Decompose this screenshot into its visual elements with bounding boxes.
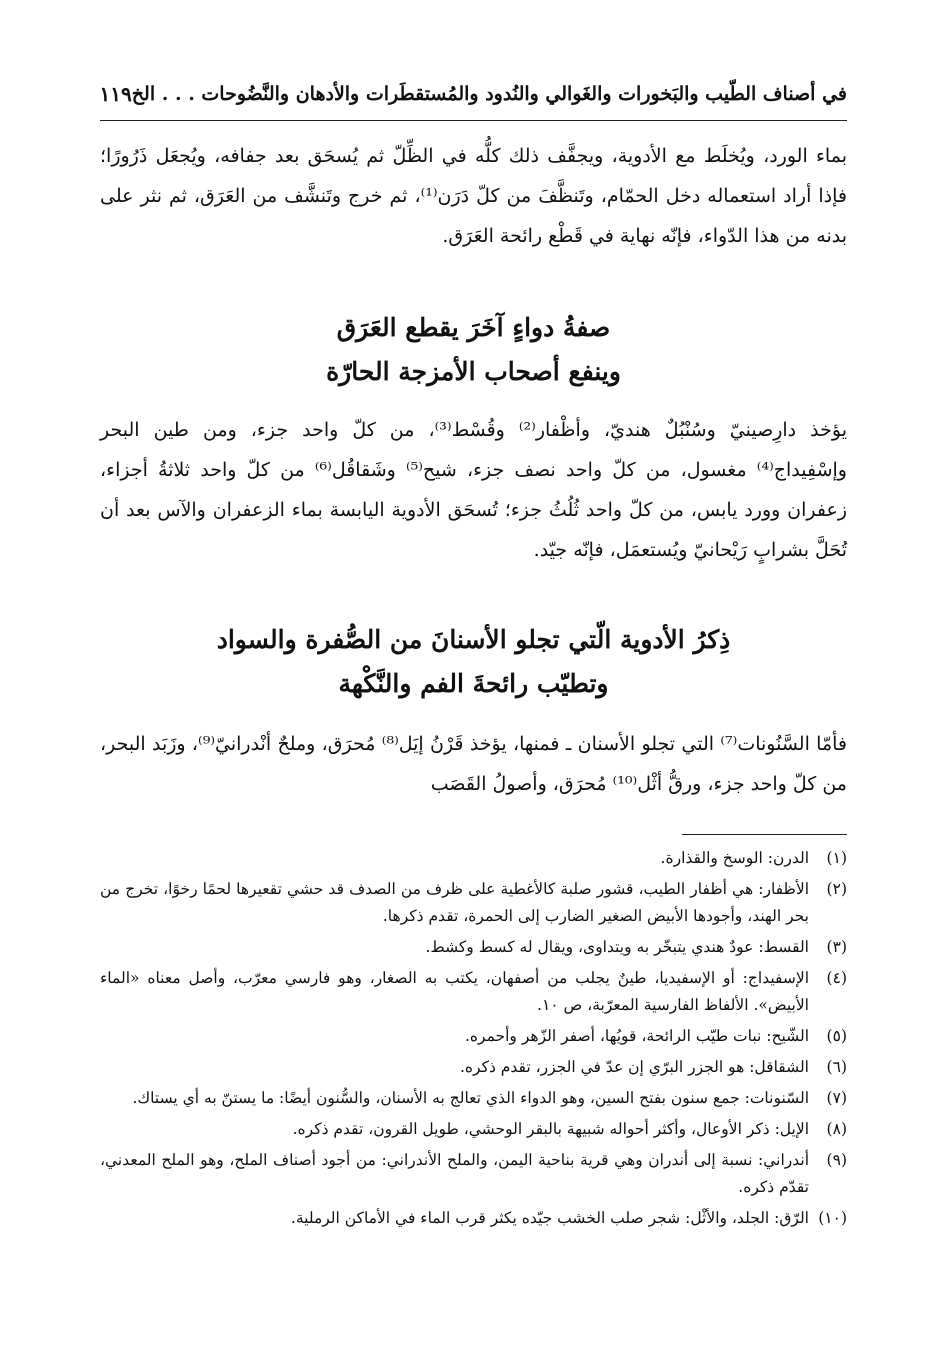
footnote bbox=[100, 1116, 847, 1143]
running-title: في أصناف الطّيب والبَخورات والغَوالي والنُدود والمُستقطَرات والأدهان والنَّضُوحات . . . الخ bbox=[131, 83, 847, 105]
footnote-text: السّنونات: جمع سنون بفتح السين، وهو الدواء الذي تعالج به الأسنان، والسُّنون أيضًا: ما يستنّ به أي يستاك. bbox=[132, 1089, 809, 1107]
footnote-text: القسط: عودٌ هندي يتبخّر به ويتداوى، ويقال له كسط وكشط. bbox=[425, 938, 809, 956]
paragraph-recipe: يؤخذ دارِصينيّ وسُنْبُلٌ هنديّ، وأظْفار⁽²⁾ وقُسْط⁽³⁾، من كلّ واحد جزء، ومن طين البحر وإسْفِيداج⁽⁴⁾ مغسول، من كلّ واحد نصف جزء، شيح⁽⁵⁾ وشَقاقُل⁽⁶⁾ من كلّ واحد ثلاثةُ أجزاء، زعفران وورد يابس، من كلّ واحد ثُلُثُ جزء؛ تُسحَق الأدوية اليابسة بماء الزعفران والآس بعد أن تُحَلَّ بشرابٍ رَيْحانيّ ويُستعمَل، فإنّه جيّد. bbox=[100, 419, 847, 561]
book-page bbox=[100, 0, 847, 1363]
footnote bbox=[100, 876, 847, 930]
footnote-number: (١) bbox=[826, 849, 847, 867]
footnote-text: الإسفيداج: أو الإسفيديا، طينٌ يجلب من أصفهان، يكتب به الصغار، وهو فارسي معرّب، وأصل معناه «الماء الأبيض». الألفاظ الفارسية المعرّبة، ص ١٠. bbox=[100, 969, 809, 1014]
footnote-text: الدرن: الوسخ والقذارة. bbox=[660, 849, 809, 867]
section-heading-1-line1: صفةُ دواءٍ آخَرَ يقطع العَرَق bbox=[336, 313, 611, 342]
section-heading-1-line2: وينفع أصحاب الأمزجة الحارّة bbox=[326, 357, 621, 386]
footnote bbox=[100, 1205, 847, 1232]
footnote-number: (٩) bbox=[826, 1151, 847, 1169]
footnote bbox=[100, 934, 847, 961]
footnote bbox=[100, 965, 847, 1019]
running-header bbox=[100, 76, 847, 112]
footnote-number: (٧) bbox=[826, 1089, 847, 1107]
footnote-text: الشّيح: نبات طيّب الرائحة، قويُها، أصفر الزّهر وأحمره. bbox=[464, 1027, 809, 1045]
footnote-number: (٨) bbox=[826, 1120, 847, 1138]
footnote-number: (٥) bbox=[826, 1027, 847, 1045]
footnote-number: (٤) bbox=[826, 969, 847, 987]
footnote bbox=[100, 1054, 847, 1081]
footnote bbox=[100, 1023, 847, 1050]
footnote-number: (٣) bbox=[826, 938, 847, 956]
footnote-number: (١٠) bbox=[818, 1209, 847, 1227]
footnote-number: (٢) bbox=[826, 880, 847, 898]
footnote-text: الأظفار: هي أظفار الطيب، قشور صلبة كالأغطية على ظرف من الصدف قد حشي تقعيرها لحمًا رخوًا، تخرج من بحر الهند، وأجودها الأبيض الصغير الضارب إلى الحمرة، تقدم ذكرها. bbox=[100, 880, 809, 925]
footnote-rule bbox=[682, 834, 847, 835]
section-heading-1 bbox=[100, 306, 847, 394]
footnote bbox=[100, 845, 847, 872]
paragraph-continuation: بماء الورد، ويُخلَط مع الأدوية، ويجفَّف ذلك كلُّه في الظِّلّ ثم يُسحَق بعد جفافه، ويُجعَل ذَرُورًا؛ فإذا أراد استعماله دخل الحمّام، وتَنظَّفَ من كلّ دَرَن⁽¹⁾، ثم خرج وتَنشَّف من العَرَق، ثم نثر على بدنه من هذا الدّواء، فإنّه نهاية في قَطْع رائحة العَرَق. bbox=[100, 145, 847, 247]
footnote-number: (٦) bbox=[826, 1058, 847, 1076]
footnote-text: الإيل: ذكر الأوعال، وأكثر أحواله شبيهة بالبقر الوحشي، طويل القرون، تقدم ذكره. bbox=[292, 1120, 809, 1138]
paragraph-toothpowders: فأمّا السَّنُونات⁽⁷⁾ التي تجلو الأسنان ـ فمنها، يؤخذ قَرْنُ إيَل⁽⁸⁾ مُحرَق، وملحٌ أنْدرانيّ⁽⁹⁾، وزَبَد البحر، من كلّ واحد جزء، ورقُّ أثْل⁽¹⁰⁾ مُحرَق، وأصولُ القَصَب bbox=[100, 733, 848, 795]
footnote-text: الرّق: الجلد، والأثْل: شجر صلب الخشب جيّده يكثر قرب الماء في الأماكن الرملية. bbox=[290, 1209, 809, 1227]
footnotes bbox=[100, 845, 847, 1236]
footnote-text: أندراني: نسبة إلى أندران وهي قرية بناحية اليمن، والملح الأندراني: من أجود أصناف الملح، وهو الملح المعدني، تقدّم ذكره. bbox=[100, 1151, 809, 1196]
header-rule bbox=[100, 120, 847, 121]
section-heading-2-line2: وتطيّب رائحةَ الفم والنَّكْهة bbox=[338, 669, 609, 698]
section-heading-2 bbox=[100, 618, 847, 706]
footnote-text: الشقاقل: هو الجزر البرّي إن عدّ في الجزر، تقدم ذكره. bbox=[459, 1058, 809, 1076]
section-heading-2-line1: ذِكرُ الأدوية الّتي تجلو الأسنانَ من الصُّفرة والسواد bbox=[216, 625, 731, 654]
page-number: ١١٩ bbox=[99, 82, 132, 106]
footnote bbox=[100, 1147, 847, 1201]
footnote bbox=[100, 1085, 847, 1112]
